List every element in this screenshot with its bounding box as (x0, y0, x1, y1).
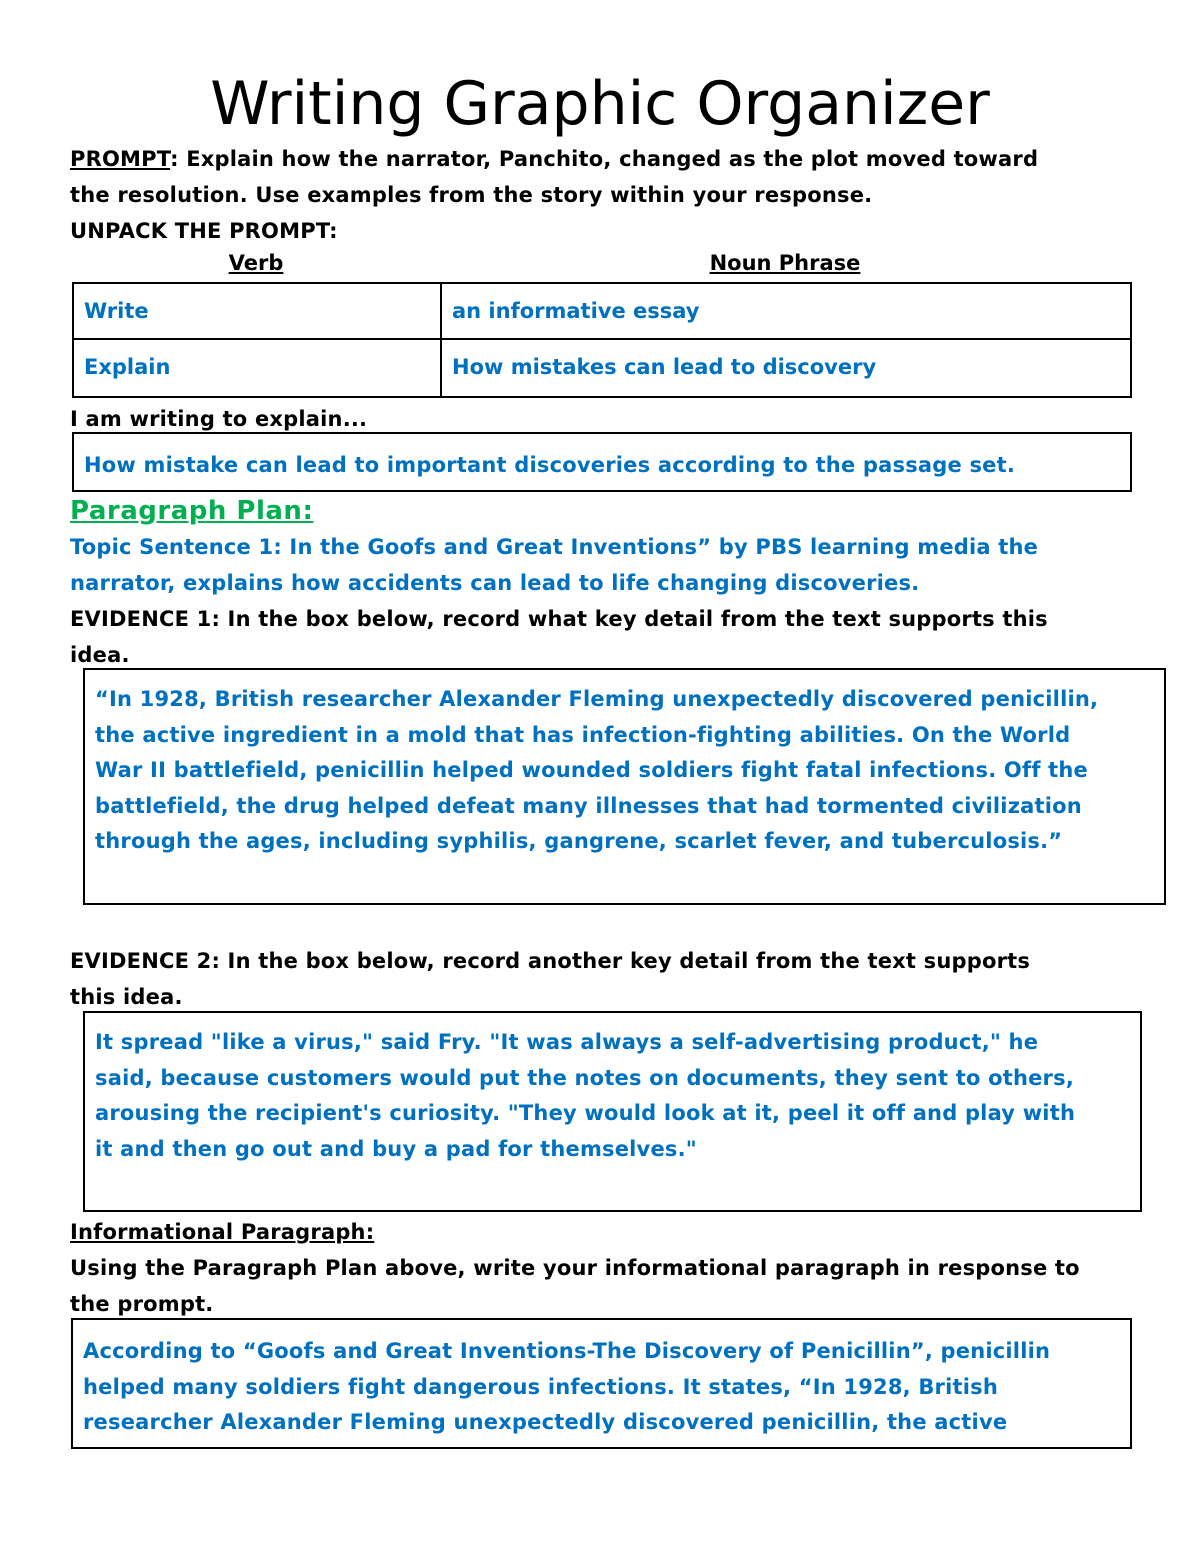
verb-cell[interactable]: Write (72, 282, 442, 340)
unpack-heading: UNPACK THE PROMPT: (70, 219, 338, 243)
column-header-noun-phrase: Noun Phrase (709, 251, 861, 275)
informational-line: According to “Goofs and Great Inventions-The Discovery of Penicillin”, penicillin (83, 1339, 1051, 1363)
evidence-2-box[interactable] (83, 1011, 1142, 1212)
informational-instruction-1: Using the Paragraph Plan above, write your informational paragraph in response to (70, 1256, 1080, 1280)
informational-line: helped many soldiers fight dangerous infections. It states, “In 1928, British (83, 1374, 998, 1399)
column-header-verb: Verb (228, 251, 284, 275)
evidence-1-line: the active ingredient in a mold that has infection-fighting abilities. On the World (95, 722, 1071, 747)
evidence-2-instruction-1: In the box below, record another key detail from the text supports (220, 949, 1031, 973)
evidence-1-box[interactable] (83, 668, 1166, 905)
informational-instruction-2: the prompt. (70, 1292, 214, 1316)
evidence-2-line: it and then go out and buy a pad for themselves." (95, 1136, 697, 1161)
informational-paragraph-text (83, 1334, 1128, 1441)
topic-sentence-line-2: narrator, explains how accidents can lead to life changing discoveries. (70, 571, 920, 595)
explain-answer-box[interactable] (72, 432, 1132, 492)
page-title: Writing Graphic Organizer (210, 69, 990, 139)
prompt-label: PROMPT (70, 147, 171, 171)
evidence-2-label: EVIDENCE 2: (70, 949, 221, 973)
evidence-1-line: “In 1928, British researcher Alexander Fleming unexpectedly discovered penicillin, (95, 687, 1099, 711)
evidence-2-instruction-2: this idea. (70, 985, 183, 1009)
informational-heading: Informational Paragraph: (70, 1220, 375, 1244)
evidence-1-instruction-1: In the box below, record what key detail from the text supports this (220, 607, 1048, 631)
prompt-line-1 (70, 141, 1150, 177)
evidence-1-line: battlefield, the drug helped defeat many illnesses that had tormented civilization (95, 793, 1082, 818)
noun-phrase-cell[interactable]: an informative essay (440, 282, 1132, 340)
paragraph-plan-heading: Paragraph Plan: (70, 496, 314, 526)
evidence-1-text (95, 682, 1165, 860)
evidence-2-line: arousing the recipient's curiosity. "They would look at it, peel it off and play with (95, 1101, 1076, 1125)
prompt-text-2: the resolution. Use examples from the story within your response. (70, 183, 873, 207)
evidence-1-instruction-2: idea. (70, 643, 130, 667)
noun-phrase-cell[interactable]: How mistakes can lead to discovery (440, 338, 1132, 398)
evidence-2-instructions (70, 943, 1160, 979)
evidence-1-line: through the ages, including syphilis, gangrene, scarlet fever, and tuberculosis.” (95, 829, 1063, 853)
topic-sentence-line-1: Topic Sentence 1: In the Goofs and Great Inventions” by PBS learning media the (70, 535, 1039, 559)
evidence-1-line: War II battlefield, penicillin helped wounded soldiers fight fatal infections. Off the (95, 758, 1088, 782)
informational-paragraph-box[interactable] (71, 1318, 1132, 1449)
evidence-2-line: said, because customers would put the notes on documents, they sent to others, (95, 1065, 1074, 1090)
prompt-text-1: : Explain how the narrator, Panchito, changed as the plot moved toward (170, 147, 1039, 171)
informational-line: researcher Alexander Fleming unexpectedly discovered penicillin, the active (83, 1410, 1008, 1434)
evidence-1-label: EVIDENCE 1: (70, 607, 221, 631)
explain-label: I am writing to explain... (70, 407, 368, 431)
evidence-2-text (95, 1025, 1140, 1167)
explain-answer: How mistake can lead to important discoveries according to the passage set. (84, 453, 1016, 477)
verb-cell[interactable]: Explain (72, 338, 442, 398)
evidence-1-instructions (70, 601, 1160, 637)
evidence-2-line: It spread "like a virus," said Fry. "It was always a self-advertising product," he (95, 1030, 1039, 1054)
